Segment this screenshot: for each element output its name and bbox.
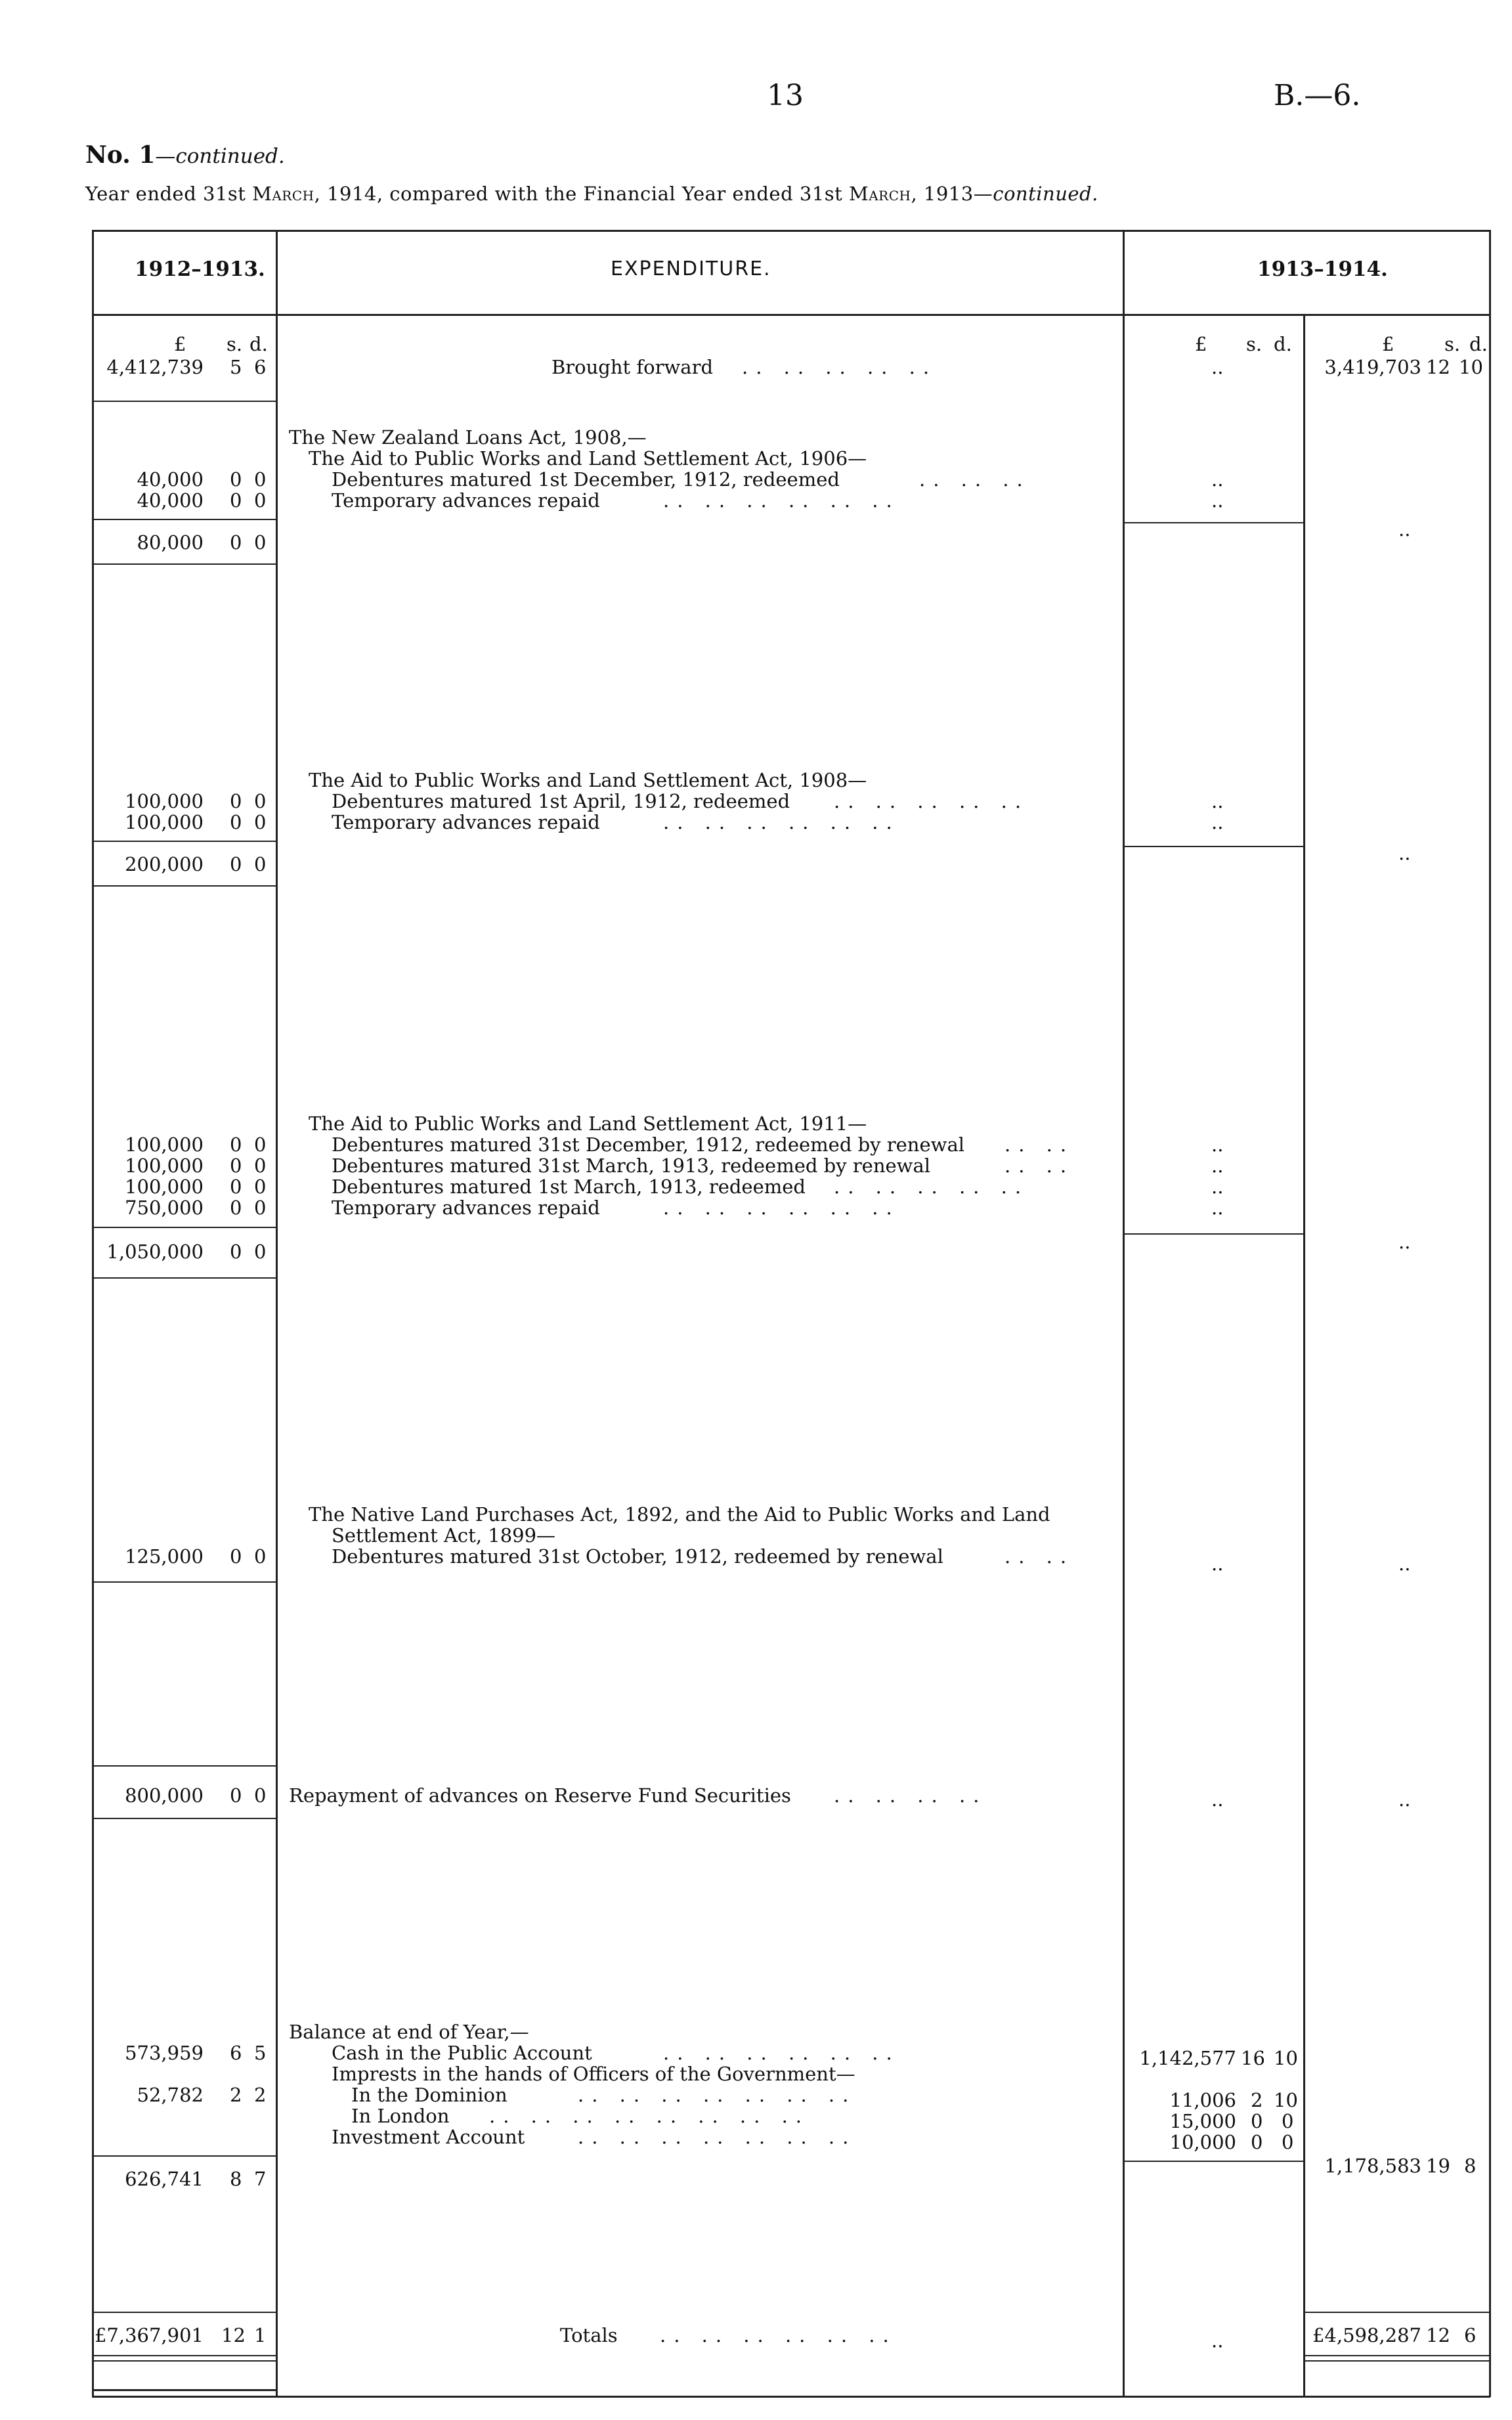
section-title: The Aid to Public Works and Land Settlement Act, 1908— xyxy=(309,769,867,791)
row-label: Temporary advances repaid xyxy=(332,489,600,512)
dot-leader: .. .. .. .. xyxy=(834,1784,987,1807)
rule xyxy=(92,1227,276,1228)
subtotal-pounds: 626,741 xyxy=(125,2168,204,2190)
amount-pence: 10 xyxy=(1274,2089,1298,2111)
amount-pence: 0 xyxy=(254,468,267,491)
empty-marker: .. xyxy=(1211,790,1224,812)
dot-leader: .. .. xyxy=(1004,1133,1075,1156)
amount-pence: 0 xyxy=(254,1241,267,1263)
subtotal-pounds: 1,050,000 xyxy=(106,1241,204,1263)
empty-marker: .. xyxy=(1211,1197,1224,1219)
amount-pence: 0 xyxy=(254,790,267,812)
amount-shillings: 5 xyxy=(230,356,242,378)
amount-shillings: 19 xyxy=(1426,2155,1450,2177)
row-label: Debentures matured 31st October, 1912, redeemed by renewal xyxy=(332,1545,943,1568)
grand-total-pounds: £4,598,287 xyxy=(1312,2324,1421,2346)
row-label: Investment Account xyxy=(332,2126,525,2148)
row-label: Temporary advances repaid xyxy=(332,811,600,833)
amount-pence: 6 xyxy=(1464,2324,1477,2346)
row-label: Debentures matured 31st December, 1912, redeemed by renewal xyxy=(332,1133,965,1156)
rule xyxy=(1124,2161,1303,2162)
amount-pence: 0 xyxy=(254,1197,267,1219)
amount-pence: 10 xyxy=(1459,356,1483,378)
amount-pounds: 750,000 xyxy=(125,1197,204,1219)
empty-marker: .. xyxy=(1211,1176,1224,1198)
subtotal-pounds: 80,000 xyxy=(137,531,204,554)
rule xyxy=(92,1765,276,1767)
dot-leader: .. .. .. .. .. .. .. xyxy=(578,2126,857,2148)
amount-pence: 0 xyxy=(254,489,267,512)
rule xyxy=(92,2396,1490,2398)
row-label: Cash in the Public Account xyxy=(332,2042,592,2064)
empty-marker: .. xyxy=(1211,2329,1224,2352)
subtitle-month: March xyxy=(252,183,314,205)
amount-shillings: 0 xyxy=(230,1155,242,1177)
subtitle-part: Year ended 31st xyxy=(85,183,253,205)
table-number xyxy=(85,141,285,169)
unit-pence: d. xyxy=(1274,333,1292,355)
empty-marker: .. xyxy=(1211,1155,1224,1177)
empty-marker: .. xyxy=(1398,518,1411,540)
amount-pence: 0 xyxy=(254,853,267,875)
column-header-expenditure: EXPENDITURE. xyxy=(611,257,771,280)
amount-shillings: 16 xyxy=(1241,2047,1265,2069)
rule xyxy=(92,2360,276,2362)
amount-pence: 0 xyxy=(254,1155,267,1177)
unit-shilling: s. xyxy=(1444,333,1461,355)
rule xyxy=(1124,846,1303,847)
amount-pence: 0 xyxy=(254,1784,267,1807)
empty-marker: .. xyxy=(1211,1552,1224,1575)
rule xyxy=(92,2312,276,2313)
rule xyxy=(92,2389,276,2391)
column-header-1913: 1913–1914. xyxy=(1257,257,1388,281)
dot-leader: .. .. .. .. .. .. .. xyxy=(578,2084,857,2106)
dot-leader: .. .. .. .. .. .. xyxy=(663,811,900,833)
amount-shillings: 0 xyxy=(230,489,242,512)
amount-shillings: 0 xyxy=(230,1197,242,1219)
rule xyxy=(92,1277,276,1279)
amount-pence: 5 xyxy=(254,2042,267,2064)
row-label: In the Dominion xyxy=(351,2084,508,2106)
amount-pounds: 100,000 xyxy=(125,1155,204,1177)
rule xyxy=(92,563,276,565)
section-title: The Native Land Purchases Act, 1892, and the Aid to Public Works and Land xyxy=(309,1503,1050,1526)
amount-shillings: 0 xyxy=(1251,2110,1263,2132)
rule xyxy=(1305,2360,1489,2362)
unit-pound: £ xyxy=(174,333,186,355)
amount-pounds: 100,000 xyxy=(125,790,204,812)
table-number-continued: —continued. xyxy=(155,144,285,168)
amount-pence: 0 xyxy=(1282,2110,1294,2132)
rule xyxy=(1305,2355,1489,2356)
amount-pounds: 40,000 xyxy=(137,468,204,491)
table-subtitle xyxy=(85,183,1098,205)
empty-marker: .. xyxy=(1398,1231,1411,1253)
row-label: Brought forward xyxy=(551,356,714,378)
amount-pounds: 100,000 xyxy=(125,1133,204,1156)
amount-shillings: 12 xyxy=(1426,2324,1450,2346)
amount-shillings: 2 xyxy=(1251,2089,1263,2111)
row-label: Imprests in the hands of Officers of the Government— xyxy=(332,2063,855,2085)
amount-pence: 7 xyxy=(254,2168,267,2190)
unit-pence: d. xyxy=(1469,333,1488,355)
unit-pound: £ xyxy=(1195,333,1207,355)
rule xyxy=(92,230,1490,232)
amount-shillings: 12 xyxy=(221,2324,246,2346)
section-title: Balance at end of Year,— xyxy=(289,2021,529,2043)
empty-marker: .. xyxy=(1398,1552,1411,1575)
totals-label: Totals xyxy=(560,2324,618,2346)
empty-marker: .. xyxy=(1211,489,1224,512)
rule xyxy=(1305,2312,1489,2313)
subtitle-part: , 1914, compared with the Financial Year ended 31st xyxy=(314,183,850,205)
section-subtitle: The Aid to Public Works and Land Settlement Act, 1906— xyxy=(309,447,867,470)
subtotal-pounds: 200,000 xyxy=(125,853,204,875)
amount-pounds: 15,000 xyxy=(1169,2110,1236,2132)
table-number-label: No. 1 xyxy=(85,141,156,169)
section-title: The Aid to Public Works and Land Settlement Act, 1911— xyxy=(309,1112,867,1135)
amount-pounds: 800,000 xyxy=(125,1784,204,1807)
grand-total-pounds: £7,367,901 xyxy=(94,2324,204,2346)
rule xyxy=(92,314,1490,316)
unit-pound: £ xyxy=(1382,333,1394,355)
amount-shillings: 0 xyxy=(230,790,242,812)
empty-marker: .. xyxy=(1211,811,1224,833)
rule xyxy=(92,1818,276,1819)
amount-shillings: 0 xyxy=(230,811,242,833)
amount-pence: 1 xyxy=(254,2324,267,2346)
dot-leader: .. .. .. .. .. .. xyxy=(663,2042,900,2064)
section-title: The New Zealand Loans Act, 1908,— xyxy=(289,426,647,449)
row-label: Debentures matured 1st December, 1912, redeemed xyxy=(332,468,840,491)
amount-shillings: 0 xyxy=(230,468,242,491)
page-number: 13 xyxy=(767,79,804,112)
amount-pence: 6 xyxy=(254,356,267,378)
amount-pence: 0 xyxy=(254,1176,267,1198)
subtitle-continued: continued. xyxy=(993,183,1098,205)
amount-shillings: 2 xyxy=(230,2084,242,2106)
amount-shillings: 0 xyxy=(230,1784,242,1807)
unit-pence: d. xyxy=(249,333,268,355)
empty-marker: .. xyxy=(1211,1133,1224,1156)
unit-shilling: s. xyxy=(227,333,243,355)
dot-leader: .. .. .. .. .. .. xyxy=(660,2324,897,2346)
amount-pounds: 10,000 xyxy=(1169,2131,1236,2153)
amount-pounds: 573,959 xyxy=(125,2042,204,2064)
amount-shillings: 0 xyxy=(230,1241,242,1263)
row-label: Debentures matured 31st March, 1913, redeemed by renewal xyxy=(332,1155,931,1177)
dot-leader: .. .. xyxy=(1004,1545,1075,1568)
amount-pence: 10 xyxy=(1274,2047,1298,2069)
row-label: Debentures matured 1st April, 1912, redeemed xyxy=(332,790,790,812)
empty-marker: .. xyxy=(1398,842,1411,864)
empty-marker: .. xyxy=(1211,1788,1224,1811)
amount-pence: 2 xyxy=(254,2084,267,2106)
amount-pence: 0 xyxy=(254,1545,267,1568)
dot-leader: .. .. .. .. .. .. xyxy=(663,1197,900,1219)
amount-shillings: 0 xyxy=(230,853,242,875)
subtotal-pounds: 1,178,583 xyxy=(1324,2155,1421,2177)
rule xyxy=(92,519,276,520)
section-title-cont: Settlement Act, 1899— xyxy=(332,1524,556,1547)
rule xyxy=(92,841,276,842)
rule xyxy=(92,230,94,2397)
amount-shillings: 6 xyxy=(230,2042,242,2064)
rule xyxy=(276,230,278,2397)
row-label: In London xyxy=(351,2105,450,2127)
dot-leader: .. .. .. .. .. .. xyxy=(663,489,900,512)
amount-shillings: 0 xyxy=(230,1133,242,1156)
amount-pounds: 52,782 xyxy=(137,2084,204,2106)
amount-pence: 0 xyxy=(254,811,267,833)
amount-pence: 0 xyxy=(1282,2131,1294,2153)
rule xyxy=(1489,230,1491,2397)
amount-pounds: 100,000 xyxy=(125,811,204,833)
amount-pounds: 11,006 xyxy=(1169,2089,1236,2111)
empty-marker: .. xyxy=(1398,1788,1411,1811)
amount-shillings: 0 xyxy=(230,531,242,554)
rule xyxy=(1124,522,1303,523)
document-reference: B.—6. xyxy=(1274,79,1361,112)
amount-shillings: 8 xyxy=(230,2168,242,2190)
amount-shillings: 12 xyxy=(1426,356,1450,378)
rule xyxy=(92,401,276,402)
amount-shillings: 0 xyxy=(1251,2131,1263,2153)
subtitle-part: , 1913— xyxy=(911,183,993,205)
dot-leader: .. .. .. .. .. .. .. .. xyxy=(489,2105,810,2127)
amount-pounds: 1,142,577 xyxy=(1139,2047,1236,2069)
dot-leader: .. .. .. .. .. xyxy=(834,1176,1029,1198)
empty-marker: .. xyxy=(1211,468,1224,491)
amount-pounds: 125,000 xyxy=(125,1545,204,1568)
rule xyxy=(1124,1233,1303,1235)
amount-shillings: 0 xyxy=(230,1545,242,1568)
empty-marker: .. xyxy=(1211,356,1224,378)
subtitle-month: March xyxy=(849,183,911,205)
rule xyxy=(92,1581,276,1583)
row-label: Repayment of advances on Reserve Fund Securities xyxy=(289,1784,791,1807)
rule xyxy=(92,2155,276,2157)
unit-shilling: s. xyxy=(1246,333,1263,355)
row-label: Debentures matured 1st March, 1913, redeemed xyxy=(332,1176,806,1198)
amount-pence: 8 xyxy=(1464,2155,1477,2177)
rule xyxy=(92,885,276,887)
amount-shillings: 0 xyxy=(230,1176,242,1198)
amount-pounds: 100,000 xyxy=(125,1176,204,1198)
amount-pounds: 40,000 xyxy=(137,489,204,512)
dot-leader: .. .. .. xyxy=(919,468,1031,491)
dot-leader: .. .. .. .. .. xyxy=(834,790,1029,812)
amount-pounds: 4,412,739 xyxy=(106,356,204,378)
dot-leader: .. .. .. .. .. xyxy=(742,356,938,378)
dot-leader: .. .. xyxy=(1004,1155,1075,1177)
rule xyxy=(92,2355,276,2356)
amount-pounds: 3,419,703 xyxy=(1324,356,1421,378)
amount-pence: 0 xyxy=(254,531,267,554)
row-label: Temporary advances repaid xyxy=(332,1197,600,1219)
amount-pence: 0 xyxy=(254,1133,267,1156)
rule xyxy=(1123,230,1125,2397)
column-header-1912: 1912–1913. xyxy=(135,257,265,281)
rule xyxy=(1303,315,1305,2397)
